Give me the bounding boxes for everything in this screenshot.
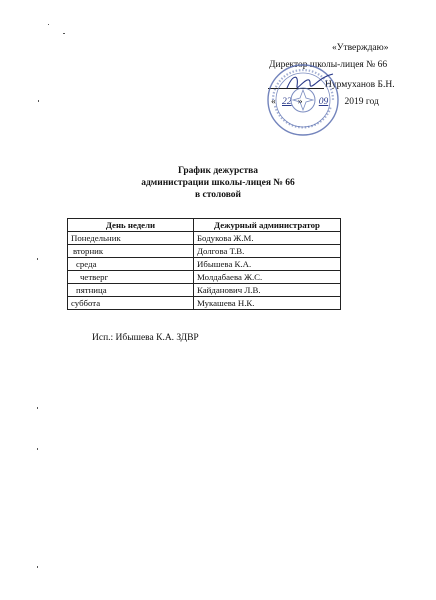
approval-heading: «Утверждаю» — [332, 43, 389, 53]
table-header-row — [68, 219, 341, 232]
date-close-quote: » — [297, 97, 303, 107]
day-cell: суббота — [68, 297, 194, 310]
header-admin: Дежурный администратор — [194, 219, 341, 232]
table-row — [68, 297, 341, 310]
table-row — [68, 232, 341, 245]
day-cell: Понедельник — [68, 232, 194, 245]
day-cell: пятница — [68, 284, 194, 297]
scan-speck — [37, 407, 38, 409]
executor-note: Исп.: Ибышева К.А. ЗДВР — [92, 333, 199, 343]
table-row — [68, 245, 341, 258]
scan-speck — [37, 566, 38, 568]
duty-table — [67, 218, 341, 310]
scan-speck — [37, 448, 38, 450]
scan-speck — [48, 24, 49, 25]
title-line-3: в столовой — [194, 190, 242, 200]
table-row — [68, 284, 341, 297]
admin-cell: Молдабаева Ж.С. — [194, 271, 341, 284]
admin-cell: Мукашева Н.К. — [194, 297, 341, 310]
date-day: 22 — [282, 97, 292, 107]
scan-speck — [63, 33, 65, 34]
handwritten-signature-icon — [285, 70, 335, 94]
day-cell: четверг — [68, 271, 194, 284]
day-cell: вторник — [68, 245, 194, 258]
day-cell: среда — [68, 258, 194, 271]
admin-cell: Долгова Т.В. — [194, 245, 341, 258]
scan-speck — [38, 100, 39, 102]
approval-name: Нурмуханов Б.Н. — [325, 80, 395, 90]
date-open-quote: « — [271, 97, 276, 107]
admin-cell: Бодукова Ж.М. — [194, 232, 341, 245]
table-row — [68, 271, 341, 284]
approval-position: Директор школы-лицея № 66 — [269, 60, 388, 70]
table-row — [68, 258, 341, 271]
date-month: 09 — [318, 97, 329, 107]
admin-cell: Кайданович Л.В. — [194, 284, 341, 297]
title-line-1: График дежурства — [177, 166, 259, 176]
date-year: 2019 год — [344, 97, 379, 107]
header-day: День недели — [68, 219, 194, 232]
scan-speck — [37, 258, 38, 260]
admin-cell: Ибышева К.А. — [194, 258, 341, 271]
title-line-2: администрации школы-лицея № 66 — [141, 178, 295, 188]
